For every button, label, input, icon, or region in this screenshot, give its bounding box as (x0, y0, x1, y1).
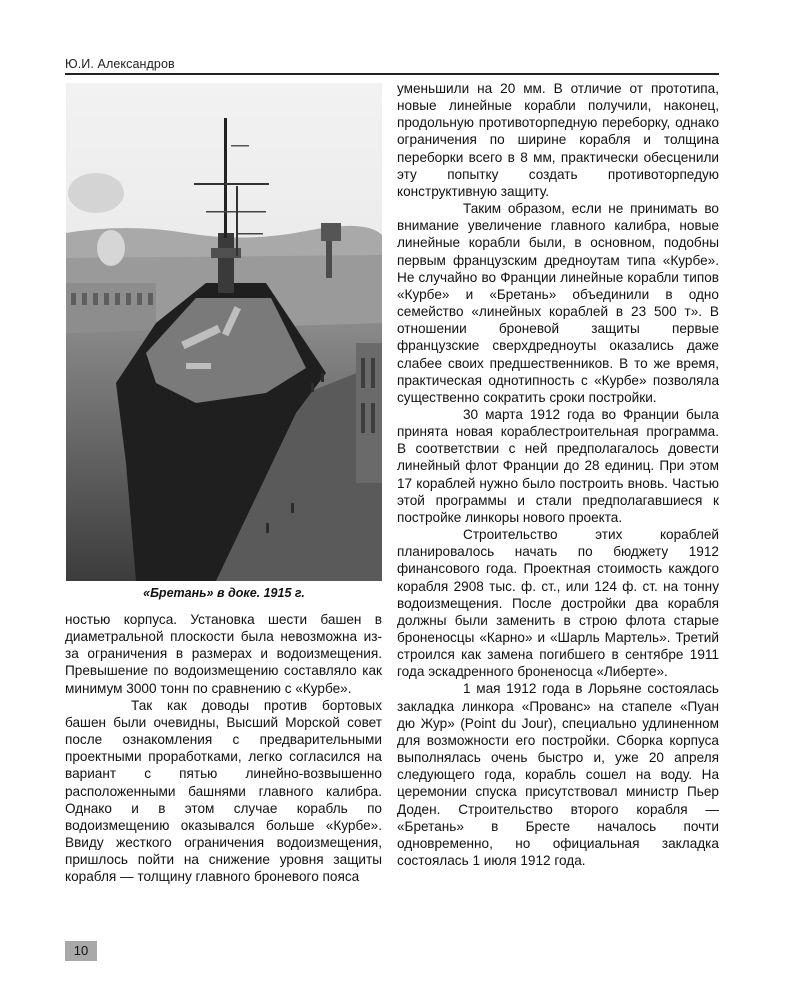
running-head: Ю.И. Александров (65, 57, 175, 71)
left-text-column (65, 611, 382, 886)
figure-caption: «Бретань» в доке. 1915 г. (143, 586, 305, 600)
paragraph: Строительство этих кораблей планировалось начать по бюджету 1912 финансового года. Проектная стоимость каждого корабля 2908 тыс. ф. ст., или 124 ф. ст. на тонну водоизмещения. После достройки два корабля должны были заменить в строю флота старые броненосцы «Карно» и «Шарль Мартель». Третий строился как замена погибшего в сентябре 1911 года эскадренного броненосца «Либерте». (397, 527, 719, 680)
paragraph: уменьшили на 20 мм. В отличие от прототипа, новые линейные корабли получили, наконец, продольную противоторпедную переборку, однако ограничения по ширине корабля и толщина переборки всего в 8 мм, практически обесценили эту попытку создать противоторпедую конструктивную защиту. (397, 81, 719, 199)
battleship-dock-photo (66, 83, 382, 581)
paragraph: 1 мая 1912 года в Лорьяне состоялась закладка линкора «Прованс» на стапеле «Пуан дю Жур» (Point du Jour), специально удлиненном для возможности его постройки. Сборка корпуса выполнялась очень быстро и, уже 20 апреля следующего года, корабль сошел на воду. На церемонии спуска присутствовал министр Пьер Доден. Строительство второго корабля — «Бретань» в Бресте началось почти одновременно, но официальная закладка состоялась 1 июля 1912 года. (397, 681, 719, 869)
paragraph: ностью корпуса. Установка шести башен в диаметральной плоскости была невозможна из-за ограничения в размерах и водоизмещения. Превышение по водоизмещению составляло как минимум 3000 тонн по сравнению с «Курбе». (65, 612, 382, 696)
right-text-column (397, 80, 719, 869)
page-number: 10 (65, 941, 97, 961)
paragraph: 30 марта 1912 года во Франции была принята новая кораблестроительная программа. В соответствии с ней предполагалось довести линейный флот Франции до 28 единиц. При этом 17 кораблей нужно было построить вновь. Частью этой программы и стали предполагавшиеся к постройке линкоры нового проекта. (397, 406, 719, 525)
header-rule (65, 73, 719, 75)
paragraph: Таким образом, если не принимать во внимание увеличение главного калибра, новые линейные корабли были, в основном, подобны первым французским дредноутам типа «Курбе». Не случайно во Франции линейные корабли типов «Курбе» и «Бретань» объединили в одно семейство «линейных кораблей в 23 500 т». В отношении броневой защиты первые французские сверхдредноуты оказались даже слабее своих предшественников. В то же время, практическая однотипность с «Курбе» позволяла существенно сократить сроки постройки. (397, 201, 719, 405)
paragraph: Так как доводы против бортовых башен были очевидны, Высший Морской совет после ознакомления с предварительными проектными проработками, легко согласился на вариант с пятью линейно-возвышенно расположенными башнями главного калибра. Однако и в этом случае корабль по водоизмещению оказывался больше «Курбе». Ввиду жесткого ограничения водоизмещения, пришлось пойти на снижение уровня защиты корабля — толщину главного броневого пояса (65, 697, 382, 885)
